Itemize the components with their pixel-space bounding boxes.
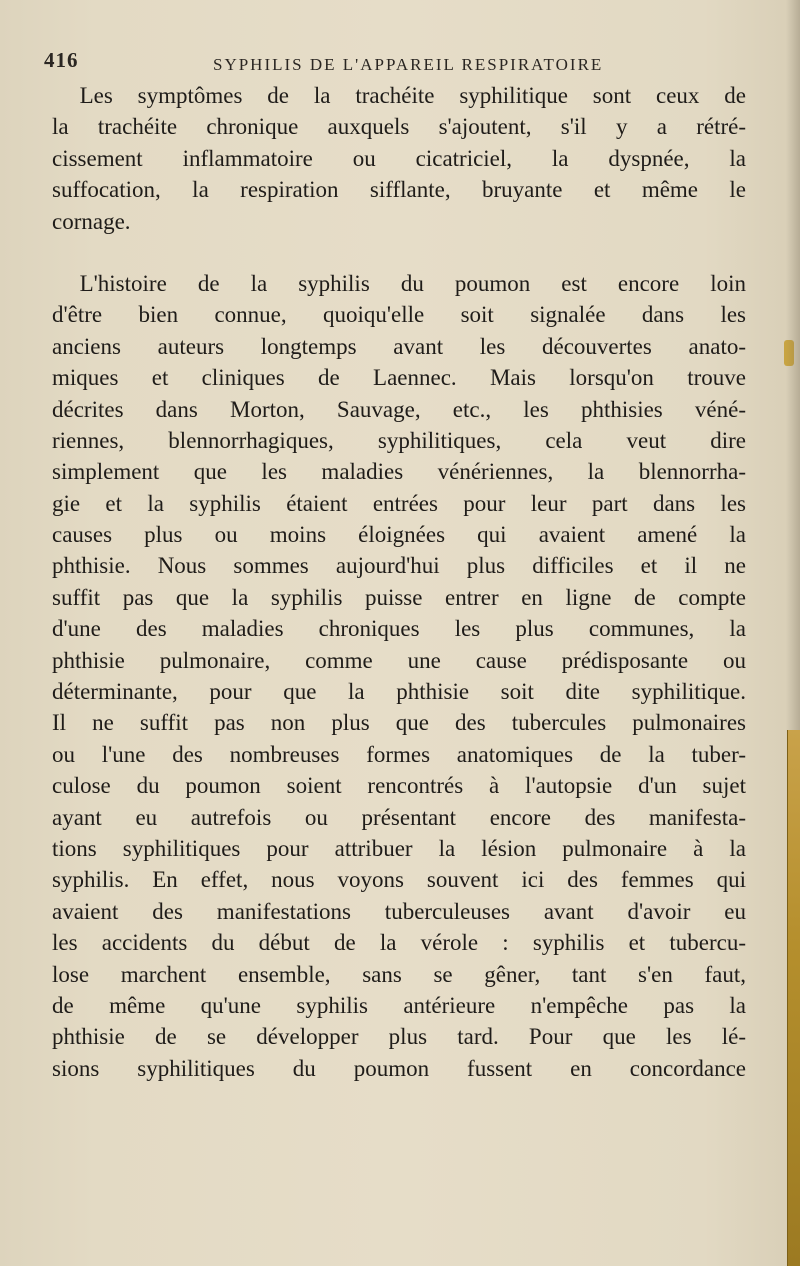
text-line: gie et la syphilis étaient entrées pour leur part dans les (52, 490, 746, 516)
text-line: riennes, blennorrhagiques, syphilitiques, cela veut dire (52, 427, 746, 453)
text-line: suffocation, la respiration sifflante, bruyante et même le (52, 177, 746, 203)
text-line: avaient des manifestations tuberculeuses avant d'avoir eu (52, 898, 746, 924)
gilded-edge (787, 730, 800, 1266)
text-line: les accidents du début de la vérole : syphilis et tubercu- (52, 930, 746, 956)
text-line: causes plus ou moins éloignées qui avaient amené la (52, 522, 746, 548)
text-line: culose du poumon soient rencontrés à l'autopsie d'un sujet (52, 773, 746, 799)
text-line: sions syphilitiques du poumon fussent en concordance (52, 1055, 746, 1081)
text-line: syphilis. En effet, nous voyons souvent ici des femmes qui (52, 867, 746, 893)
text-line: phthisie. Nous sommes aujourd'hui plus difficiles et il ne (52, 553, 746, 579)
text-line: cornage. (52, 208, 131, 234)
text-line: Les symptômes de la trachéite syphilitique sont ceux de (79, 83, 746, 108)
text-line: d'une des maladies chroniques les plus communes, la (52, 616, 746, 642)
text-line: miques et cliniques de Laennec. Mais lorsqu'on trouve (52, 365, 746, 391)
text-line: cissement inflammatoire ou cicatriciel, la dyspnée, la (52, 145, 746, 171)
text-line: la trachéite chronique auxquels s'ajoutent, s'il y a rétré- (52, 114, 746, 140)
text-line: déterminante, pour que la phthisie soit dite syphilitique. (52, 679, 746, 705)
text-line: phthisie pulmonaire, comme une cause prédisposante ou (52, 647, 746, 673)
text-line: décrites dans Morton, Sauvage, etc., les phthisies véné- (52, 396, 746, 422)
text-line: d'être bien connue, quoiqu'elle soit signalée dans les (52, 302, 746, 328)
text-line: ayant eu autrefois ou présentant encore des manifesta- (52, 804, 746, 830)
text-line: lose marchent ensemble, sans se gêner, tant s'en faut, (52, 961, 746, 987)
text-line: L'histoire de la syphilis du poumon est encore loin (79, 270, 746, 296)
text-line: de même qu'une syphilis antérieure n'empêche pas la (52, 992, 746, 1018)
paragraph (52, 80, 746, 237)
page-number: 416 (44, 48, 79, 72)
running-head: SYPHILIS DE L'APPAREIL RESPIRATOIRE (213, 55, 604, 74)
text-line: anciens auteurs longtemps avant les découvertes anato- (52, 333, 746, 359)
body-text (52, 80, 746, 1084)
paragraph (52, 268, 746, 1084)
text-line: phthisie de se développer plus tard. Pour que les lé- (52, 1024, 746, 1050)
text-line: simplement que les maladies vénériennes, la blennorrha- (52, 459, 746, 485)
text-line: tions syphilitiques pour attribuer la lésion pulmonaire à la (52, 835, 746, 861)
text-line: Il ne suffit pas non plus que des tubercules pulmonaires (52, 710, 746, 736)
text-line: suffit pas que la syphilis puisse entrer en ligne de compte (52, 584, 746, 610)
text-line: ou l'une des nombreuses formes anatomiques de la tuber- (52, 741, 746, 767)
